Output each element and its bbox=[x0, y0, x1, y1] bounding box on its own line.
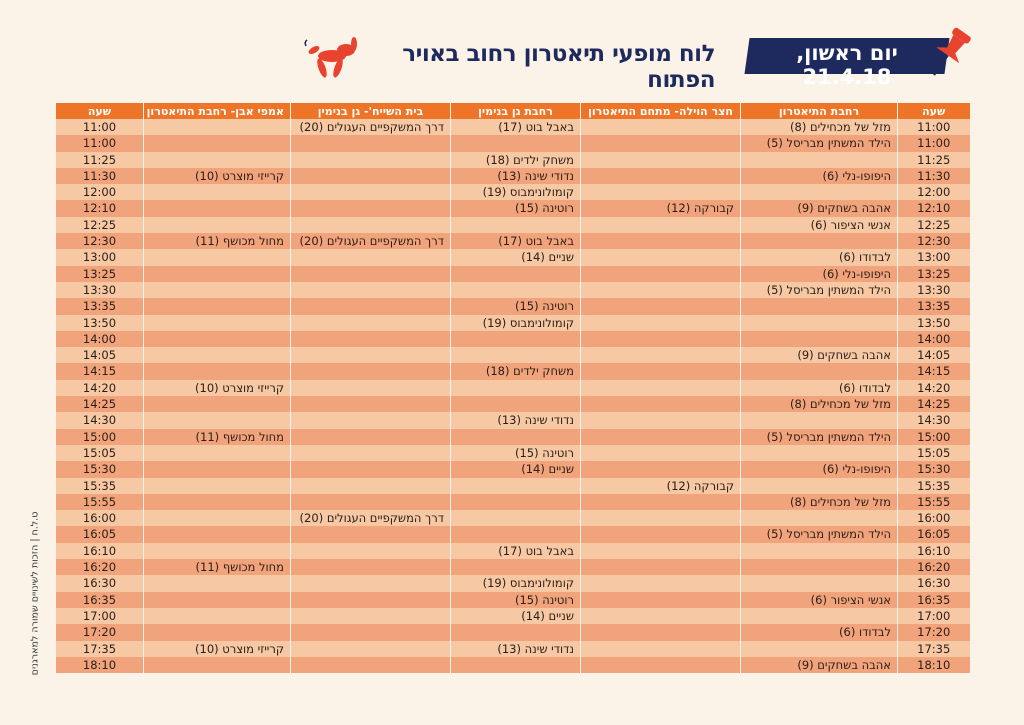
table-row bbox=[56, 608, 970, 624]
show-cell bbox=[451, 429, 581, 445]
show-cell bbox=[741, 575, 898, 591]
table-row bbox=[56, 347, 970, 363]
show-cell bbox=[581, 445, 741, 461]
column-header: בית השייח'- גן בנימין bbox=[291, 103, 451, 119]
time-cell: 12:00 bbox=[56, 184, 144, 200]
show-cell bbox=[144, 657, 291, 673]
time-cell: 16:35 bbox=[898, 592, 970, 608]
balloon-dog-icon bbox=[302, 36, 362, 84]
table-row bbox=[56, 184, 970, 200]
show-cell bbox=[144, 200, 291, 216]
time-cell: 16:10 bbox=[898, 543, 970, 559]
show-cell bbox=[741, 543, 898, 559]
show-cell bbox=[741, 641, 898, 657]
show-cell bbox=[741, 331, 898, 347]
show-cell: הילד המשתין מבריסל (5) bbox=[741, 429, 898, 445]
time-cell: 16:00 bbox=[56, 510, 144, 526]
show-cell bbox=[581, 282, 741, 298]
show-cell bbox=[291, 478, 451, 494]
table-row bbox=[56, 233, 970, 249]
schedule-table bbox=[55, 103, 970, 673]
show-cell bbox=[291, 608, 451, 624]
table-row bbox=[56, 315, 970, 331]
time-cell: 15:35 bbox=[898, 478, 970, 494]
show-cell bbox=[451, 526, 581, 542]
show-cell bbox=[291, 135, 451, 151]
column-header: אמפי אבן- רחבת התיאטרון bbox=[144, 103, 291, 119]
show-cell: רוטינה (15) bbox=[451, 200, 581, 216]
time-cell: 11:25 bbox=[56, 152, 144, 168]
show-cell: מחול מכושף (11) bbox=[144, 559, 291, 575]
table-row bbox=[56, 282, 970, 298]
show-cell bbox=[581, 461, 741, 477]
time-cell: 16:10 bbox=[56, 543, 144, 559]
show-cell bbox=[144, 331, 291, 347]
time-cell: 18:10 bbox=[56, 657, 144, 673]
show-cell bbox=[581, 152, 741, 168]
time-cell: 14:20 bbox=[56, 380, 144, 396]
time-cell: 17:20 bbox=[56, 624, 144, 640]
show-cell bbox=[291, 494, 451, 510]
time-cell: 16:30 bbox=[898, 575, 970, 591]
show-cell bbox=[581, 119, 741, 135]
show-cell bbox=[291, 347, 451, 363]
show-cell bbox=[291, 298, 451, 314]
column-header: רחבת גן בנימין bbox=[451, 103, 581, 119]
show-cell bbox=[144, 624, 291, 640]
show-cell: דרך המשקפיים העגולים (20) bbox=[291, 510, 451, 526]
show-cell bbox=[144, 543, 291, 559]
show-cell bbox=[451, 217, 581, 233]
time-cell: 14:30 bbox=[898, 412, 970, 428]
show-cell: רוטינה (15) bbox=[451, 592, 581, 608]
show-cell: מזל של מכחילים (8) bbox=[741, 494, 898, 510]
show-cell bbox=[291, 217, 451, 233]
show-cell bbox=[581, 526, 741, 542]
show-cell: נדודי שינה (13) bbox=[451, 412, 581, 428]
show-cell bbox=[581, 347, 741, 363]
time-cell: 15:05 bbox=[56, 445, 144, 461]
show-cell: לבדודו (6) bbox=[741, 380, 898, 396]
show-cell: באבל בוט (17) bbox=[451, 543, 581, 559]
page-title: לוח מופעי תיאטרון רחוב באויר הפתוח bbox=[402, 41, 715, 93]
show-cell bbox=[144, 445, 291, 461]
time-cell: 15:00 bbox=[898, 429, 970, 445]
show-cell bbox=[741, 608, 898, 624]
time-cell: 17:35 bbox=[898, 641, 970, 657]
show-cell: מזל של מכחילים (8) bbox=[741, 119, 898, 135]
table-row bbox=[56, 494, 970, 510]
show-cell: אהבה בשחקים (9) bbox=[741, 347, 898, 363]
show-cell: שניים (14) bbox=[451, 249, 581, 265]
table-row bbox=[56, 298, 970, 314]
show-cell: שניים (14) bbox=[451, 461, 581, 477]
show-cell: נדודי שינה (13) bbox=[451, 168, 581, 184]
time-cell: 13:25 bbox=[56, 266, 144, 282]
show-cell bbox=[581, 217, 741, 233]
show-cell: מזל של מכחילים (8) bbox=[741, 396, 898, 412]
show-cell bbox=[291, 331, 451, 347]
show-cell bbox=[291, 249, 451, 265]
show-cell bbox=[451, 396, 581, 412]
show-cell bbox=[581, 494, 741, 510]
show-cell bbox=[451, 510, 581, 526]
time-cell: 12:30 bbox=[56, 233, 144, 249]
show-cell bbox=[581, 657, 741, 673]
time-cell: 14:00 bbox=[898, 331, 970, 347]
time-cell: 11:00 bbox=[56, 135, 144, 151]
table-row bbox=[56, 396, 970, 412]
time-cell: 13:50 bbox=[898, 315, 970, 331]
show-cell bbox=[291, 657, 451, 673]
table-row bbox=[56, 445, 970, 461]
show-cell bbox=[291, 592, 451, 608]
show-cell: קרייזי מוצרט (10) bbox=[144, 641, 291, 657]
show-cell bbox=[741, 298, 898, 314]
show-cell bbox=[291, 200, 451, 216]
time-cell: 13:30 bbox=[898, 282, 970, 298]
show-cell: היפופו-נלי (6) bbox=[741, 266, 898, 282]
time-cell: 16:35 bbox=[56, 592, 144, 608]
show-cell: משחק ילדים (18) bbox=[451, 363, 581, 379]
time-cell: 14:20 bbox=[898, 380, 970, 396]
time-cell: 11:25 bbox=[898, 152, 970, 168]
show-cell bbox=[144, 152, 291, 168]
show-cell bbox=[144, 135, 291, 151]
show-cell bbox=[291, 429, 451, 445]
show-cell bbox=[291, 266, 451, 282]
show-cell: באבל בוט (17) bbox=[451, 119, 581, 135]
show-cell bbox=[741, 412, 898, 428]
time-cell: 14:05 bbox=[898, 347, 970, 363]
time-cell: 15:30 bbox=[56, 461, 144, 477]
time-cell: 13:30 bbox=[56, 282, 144, 298]
show-cell: אהבה בשחקים (9) bbox=[741, 657, 898, 673]
table-row bbox=[56, 575, 970, 591]
show-cell bbox=[581, 363, 741, 379]
show-cell bbox=[581, 380, 741, 396]
time-cell: 16:20 bbox=[56, 559, 144, 575]
table-row bbox=[56, 559, 970, 575]
time-cell: 11:30 bbox=[56, 168, 144, 184]
show-cell: דרך המשקפיים העגולים (20) bbox=[291, 119, 451, 135]
show-cell bbox=[741, 315, 898, 331]
show-cell bbox=[741, 363, 898, 379]
show-cell: רוטינה (15) bbox=[451, 445, 581, 461]
time-cell: 17:20 bbox=[898, 624, 970, 640]
time-cell: 16:20 bbox=[898, 559, 970, 575]
show-cell bbox=[291, 363, 451, 379]
show-cell bbox=[144, 298, 291, 314]
show-cell bbox=[144, 266, 291, 282]
show-cell bbox=[581, 168, 741, 184]
show-cell bbox=[144, 184, 291, 200]
time-cell: 15:30 bbox=[898, 461, 970, 477]
show-cell bbox=[291, 624, 451, 640]
show-cell: הילד המשתין מבריסל (5) bbox=[741, 282, 898, 298]
show-cell bbox=[144, 217, 291, 233]
show-cell bbox=[144, 412, 291, 428]
table-row bbox=[56, 429, 970, 445]
show-cell bbox=[741, 184, 898, 200]
time-cell: 13:35 bbox=[898, 298, 970, 314]
time-cell: 12:00 bbox=[898, 184, 970, 200]
show-cell bbox=[144, 249, 291, 265]
show-cell: קומולונימבוס (19) bbox=[451, 184, 581, 200]
show-cell: שניים (14) bbox=[451, 608, 581, 624]
table-row bbox=[56, 478, 970, 494]
time-cell: 12:25 bbox=[898, 217, 970, 233]
show-cell bbox=[291, 412, 451, 428]
show-cell bbox=[451, 266, 581, 282]
show-cell bbox=[144, 478, 291, 494]
show-cell bbox=[581, 575, 741, 591]
show-cell bbox=[581, 331, 741, 347]
show-cell: לבדודו (6) bbox=[741, 249, 898, 265]
show-cell bbox=[741, 445, 898, 461]
show-cell bbox=[581, 608, 741, 624]
time-cell: 14:00 bbox=[56, 331, 144, 347]
show-cell bbox=[144, 363, 291, 379]
show-cell: באבל בוט (17) bbox=[451, 233, 581, 249]
show-cell bbox=[144, 494, 291, 510]
time-cell: 12:30 bbox=[898, 233, 970, 249]
show-cell bbox=[581, 559, 741, 575]
table-row bbox=[56, 461, 970, 477]
time-cell: 14:25 bbox=[56, 396, 144, 412]
show-cell bbox=[741, 152, 898, 168]
column-header: חצר הוילה- מתחם התיאטרון bbox=[581, 103, 741, 119]
show-cell bbox=[581, 266, 741, 282]
show-cell: היפופו-נלי (6) bbox=[741, 168, 898, 184]
show-cell bbox=[291, 168, 451, 184]
show-cell: מחול מכושף (11) bbox=[144, 429, 291, 445]
time-cell: 18:10 bbox=[898, 657, 970, 673]
time-cell: 16:05 bbox=[898, 526, 970, 542]
show-cell bbox=[451, 559, 581, 575]
show-cell bbox=[291, 380, 451, 396]
table-row bbox=[56, 331, 970, 347]
time-cell: 12:10 bbox=[56, 200, 144, 216]
show-cell bbox=[451, 135, 581, 151]
time-cell: 12:10 bbox=[898, 200, 970, 216]
table-row bbox=[56, 363, 970, 379]
table-row bbox=[56, 119, 970, 135]
time-cell: 14:15 bbox=[898, 363, 970, 379]
show-cell: אהבה בשחקים (9) bbox=[741, 200, 898, 216]
table-row bbox=[56, 217, 970, 233]
show-cell bbox=[581, 249, 741, 265]
show-cell bbox=[451, 380, 581, 396]
disclaimer-note: ט.ל.ח | הזכות לשינויים שמורה למארגנים bbox=[29, 511, 41, 676]
show-cell bbox=[581, 543, 741, 559]
show-cell bbox=[451, 494, 581, 510]
show-cell bbox=[144, 396, 291, 412]
show-cell bbox=[291, 152, 451, 168]
show-cell bbox=[291, 559, 451, 575]
table-row bbox=[56, 543, 970, 559]
table-row bbox=[56, 592, 970, 608]
show-cell: קומולונימבוס (19) bbox=[451, 315, 581, 331]
show-cell bbox=[581, 510, 741, 526]
time-cell: 16:30 bbox=[56, 575, 144, 591]
show-cell bbox=[581, 641, 741, 657]
table-row bbox=[56, 624, 970, 640]
show-cell: היפופו-נלי (6) bbox=[741, 461, 898, 477]
time-cell: 15:35 bbox=[56, 478, 144, 494]
show-cell bbox=[741, 478, 898, 494]
show-cell bbox=[581, 184, 741, 200]
show-cell bbox=[581, 135, 741, 151]
show-cell bbox=[144, 461, 291, 477]
show-cell bbox=[144, 315, 291, 331]
show-cell bbox=[581, 315, 741, 331]
time-cell: 15:55 bbox=[898, 494, 970, 510]
show-cell: הילד המשתין מבריסל (5) bbox=[741, 526, 898, 542]
show-cell: אנשי הציפור (6) bbox=[741, 217, 898, 233]
time-cell: 11:00 bbox=[898, 135, 970, 151]
time-cell: 15:05 bbox=[898, 445, 970, 461]
show-cell bbox=[581, 412, 741, 428]
time-cell: 13:25 bbox=[898, 266, 970, 282]
table-row bbox=[56, 135, 970, 151]
show-cell bbox=[451, 657, 581, 673]
show-cell bbox=[581, 429, 741, 445]
show-cell bbox=[291, 445, 451, 461]
show-cell: משחק ילדים (18) bbox=[451, 152, 581, 168]
day-label: יום ראשון, 21.4.18 bbox=[796, 41, 898, 89]
show-cell bbox=[581, 624, 741, 640]
time-cell: 13:00 bbox=[898, 249, 970, 265]
show-cell bbox=[291, 575, 451, 591]
show-cell bbox=[144, 119, 291, 135]
show-cell bbox=[291, 526, 451, 542]
show-cell bbox=[144, 347, 291, 363]
time-cell: 15:00 bbox=[56, 429, 144, 445]
show-cell bbox=[581, 298, 741, 314]
show-cell: נדודי שינה (13) bbox=[451, 641, 581, 657]
table-row bbox=[56, 510, 970, 526]
show-cell bbox=[291, 315, 451, 331]
show-cell: אנשי הציפור (6) bbox=[741, 592, 898, 608]
column-header: רחבת התיאטרון bbox=[741, 103, 898, 119]
table-row bbox=[56, 200, 970, 216]
table-row bbox=[56, 249, 970, 265]
show-cell: קרייזי מוצרט (10) bbox=[144, 380, 291, 396]
show-cell bbox=[291, 282, 451, 298]
show-cell bbox=[144, 575, 291, 591]
show-cell: דרך המשקפיים העגולים (20) bbox=[291, 233, 451, 249]
time-cell: 14:05 bbox=[56, 347, 144, 363]
show-cell: הילד המשתין מבריסל (5) bbox=[741, 135, 898, 151]
pushpin-icon bbox=[920, 22, 980, 92]
time-cell: 13:35 bbox=[56, 298, 144, 314]
show-cell bbox=[291, 543, 451, 559]
show-cell bbox=[144, 592, 291, 608]
show-cell bbox=[451, 282, 581, 298]
time-cell: 17:00 bbox=[898, 608, 970, 624]
table-row bbox=[56, 526, 970, 542]
time-cell: 16:05 bbox=[56, 526, 144, 542]
column-header: שעה bbox=[56, 103, 144, 119]
table-row bbox=[56, 266, 970, 282]
table-row bbox=[56, 152, 970, 168]
show-cell bbox=[144, 282, 291, 298]
show-cell bbox=[451, 624, 581, 640]
time-cell: 14:15 bbox=[56, 363, 144, 379]
table-header-row bbox=[56, 103, 970, 119]
column-header: שעה bbox=[898, 103, 970, 119]
show-cell bbox=[291, 396, 451, 412]
table-row bbox=[56, 380, 970, 396]
time-cell: 13:50 bbox=[56, 315, 144, 331]
table-row bbox=[56, 657, 970, 673]
show-cell: קבורקה (12) bbox=[581, 478, 741, 494]
time-cell: 12:25 bbox=[56, 217, 144, 233]
show-cell bbox=[291, 641, 451, 657]
time-cell: 17:00 bbox=[56, 608, 144, 624]
show-cell bbox=[581, 233, 741, 249]
time-cell: 11:00 bbox=[898, 119, 970, 135]
show-cell: קומולונימבוס (19) bbox=[451, 575, 581, 591]
show-cell bbox=[291, 184, 451, 200]
show-cell bbox=[451, 331, 581, 347]
show-cell: קרייזי מוצרט (10) bbox=[144, 168, 291, 184]
show-cell: מחול מכושף (11) bbox=[144, 233, 291, 249]
show-cell bbox=[741, 233, 898, 249]
table-row bbox=[56, 168, 970, 184]
time-cell: 16:00 bbox=[898, 510, 970, 526]
time-cell: 14:25 bbox=[898, 396, 970, 412]
time-cell: 17:35 bbox=[56, 641, 144, 657]
show-cell bbox=[581, 592, 741, 608]
show-cell bbox=[144, 526, 291, 542]
show-cell bbox=[741, 510, 898, 526]
time-cell: 11:30 bbox=[898, 168, 970, 184]
show-cell bbox=[144, 510, 291, 526]
show-cell: לבדודו (6) bbox=[741, 624, 898, 640]
time-cell: 13:00 bbox=[56, 249, 144, 265]
show-cell bbox=[741, 559, 898, 575]
show-cell bbox=[451, 347, 581, 363]
table-row bbox=[56, 641, 970, 657]
show-cell bbox=[451, 478, 581, 494]
show-cell bbox=[144, 608, 291, 624]
show-cell: רוטינה (15) bbox=[451, 298, 581, 314]
show-cell bbox=[291, 461, 451, 477]
time-cell: 14:30 bbox=[56, 412, 144, 428]
time-cell: 15:55 bbox=[56, 494, 144, 510]
show-cell: קבורקה (12) bbox=[581, 200, 741, 216]
time-cell: 11:00 bbox=[56, 119, 144, 135]
show-cell bbox=[581, 396, 741, 412]
table-row bbox=[56, 412, 970, 428]
